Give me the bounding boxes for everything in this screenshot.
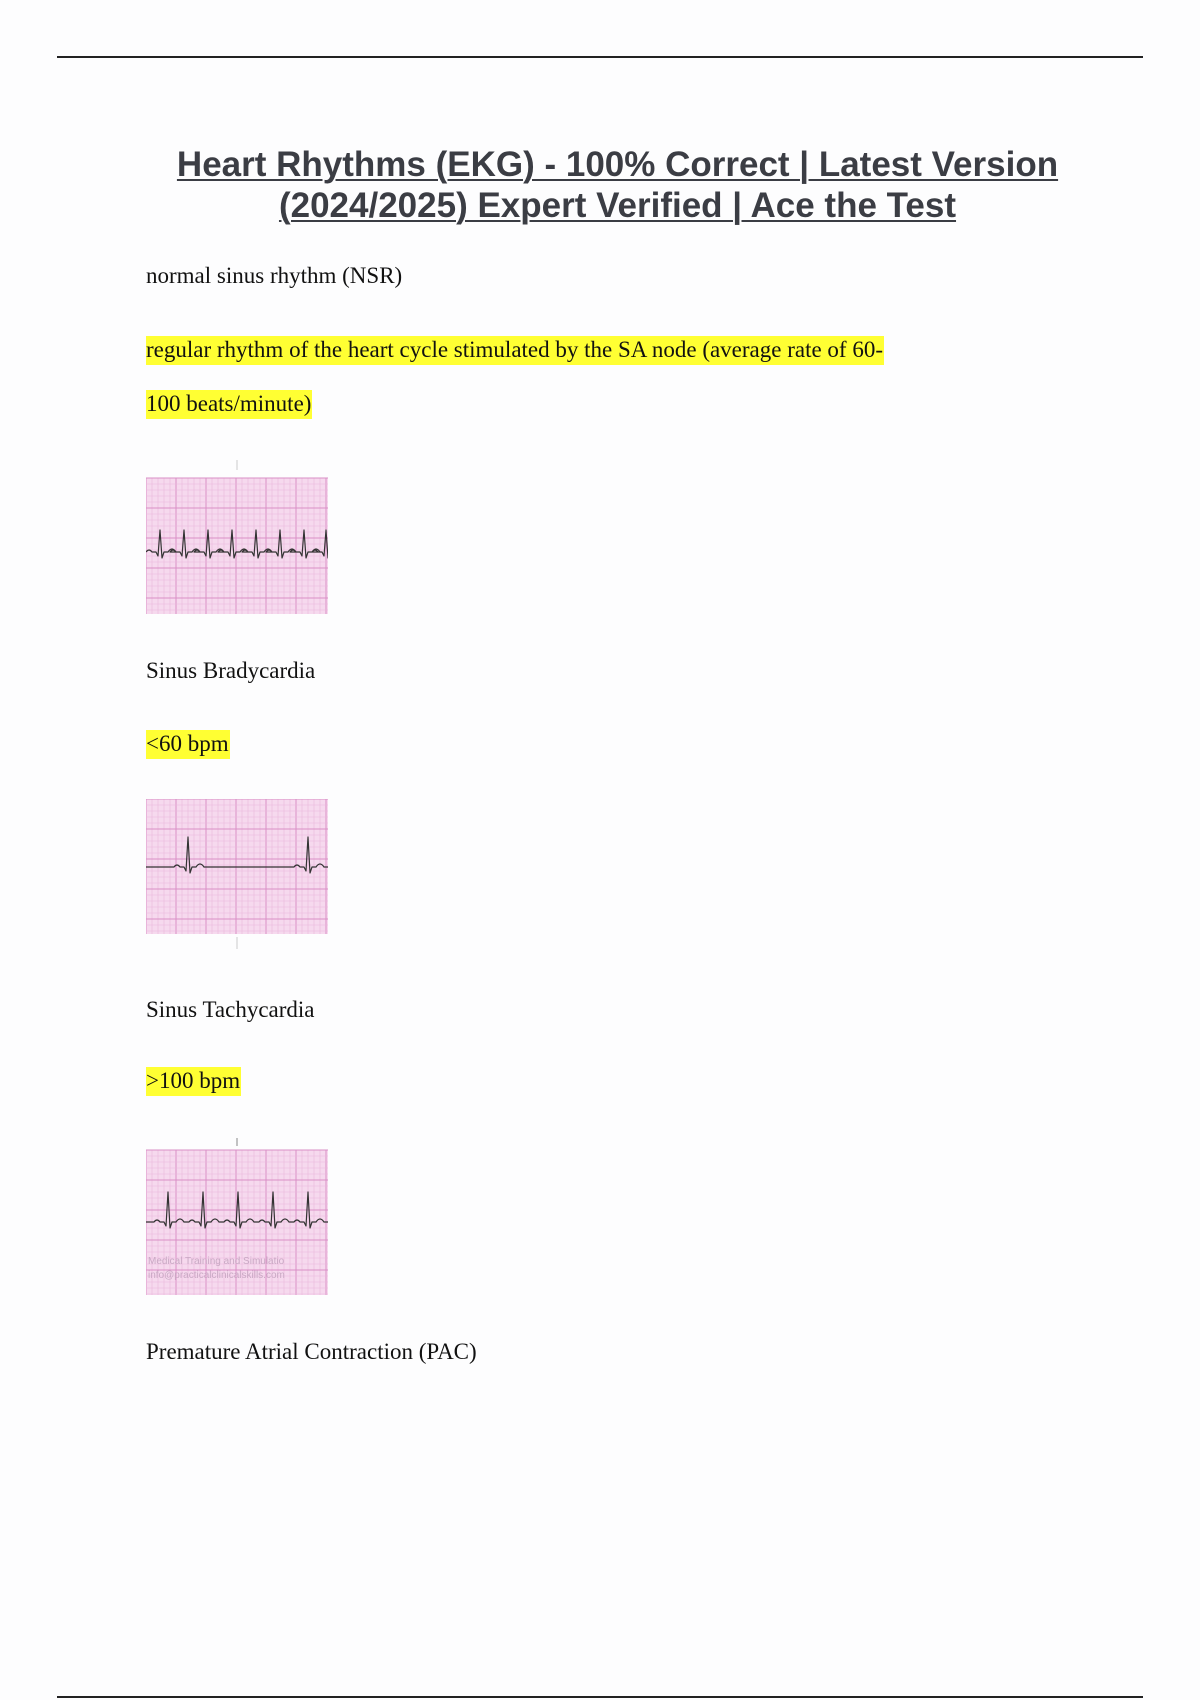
title-line-1: Heart Rhythms (EKG) - 100% Correct | Latest Version	[176, 145, 1059, 184]
svg-text:Medical Training and Simulatio: Medical Training and Simulatio	[148, 1256, 285, 1267]
bottom-rule	[57, 1696, 1143, 1698]
definition-nsr-line-2-text: 100 beats/minute)	[146, 390, 312, 419]
definition-tachycardia	[146, 1067, 241, 1095]
definition-nsr-line-1-text: regular rhythm of the heart cycle stimulated by the SA node (average rate of 60-	[146, 336, 884, 365]
definition-bradycardia-text: <60 bpm	[146, 730, 230, 759]
document-title	[100, 144, 1135, 226]
term-pac: Premature Atrial Contraction (PAC)	[146, 1339, 477, 1364]
definition-bradycardia	[146, 730, 230, 758]
term-nsr: normal sinus rhythm (NSR)	[146, 263, 403, 288]
ekg-strip-bradycardia	[146, 799, 328, 955]
definition-nsr-line-2	[146, 390, 312, 418]
title-line-2: (2024/2025) Expert Verified | Ace the Test	[278, 186, 957, 225]
svg-text:info@practicalclinicalskills.c: info@practicalclinicalskills.com	[148, 1270, 285, 1281]
term-tachycardia: Sinus Tachycardia	[146, 997, 315, 1022]
definition-nsr-line-1	[146, 336, 884, 364]
ekg-strip-tachycardia	[146, 1138, 328, 1295]
term-bradycardia: Sinus Bradycardia	[146, 658, 316, 683]
ekg-strip-normal-sinus	[146, 460, 328, 615]
top-rule	[57, 56, 1143, 58]
definition-tachycardia-text: >100 bpm	[146, 1067, 241, 1096]
